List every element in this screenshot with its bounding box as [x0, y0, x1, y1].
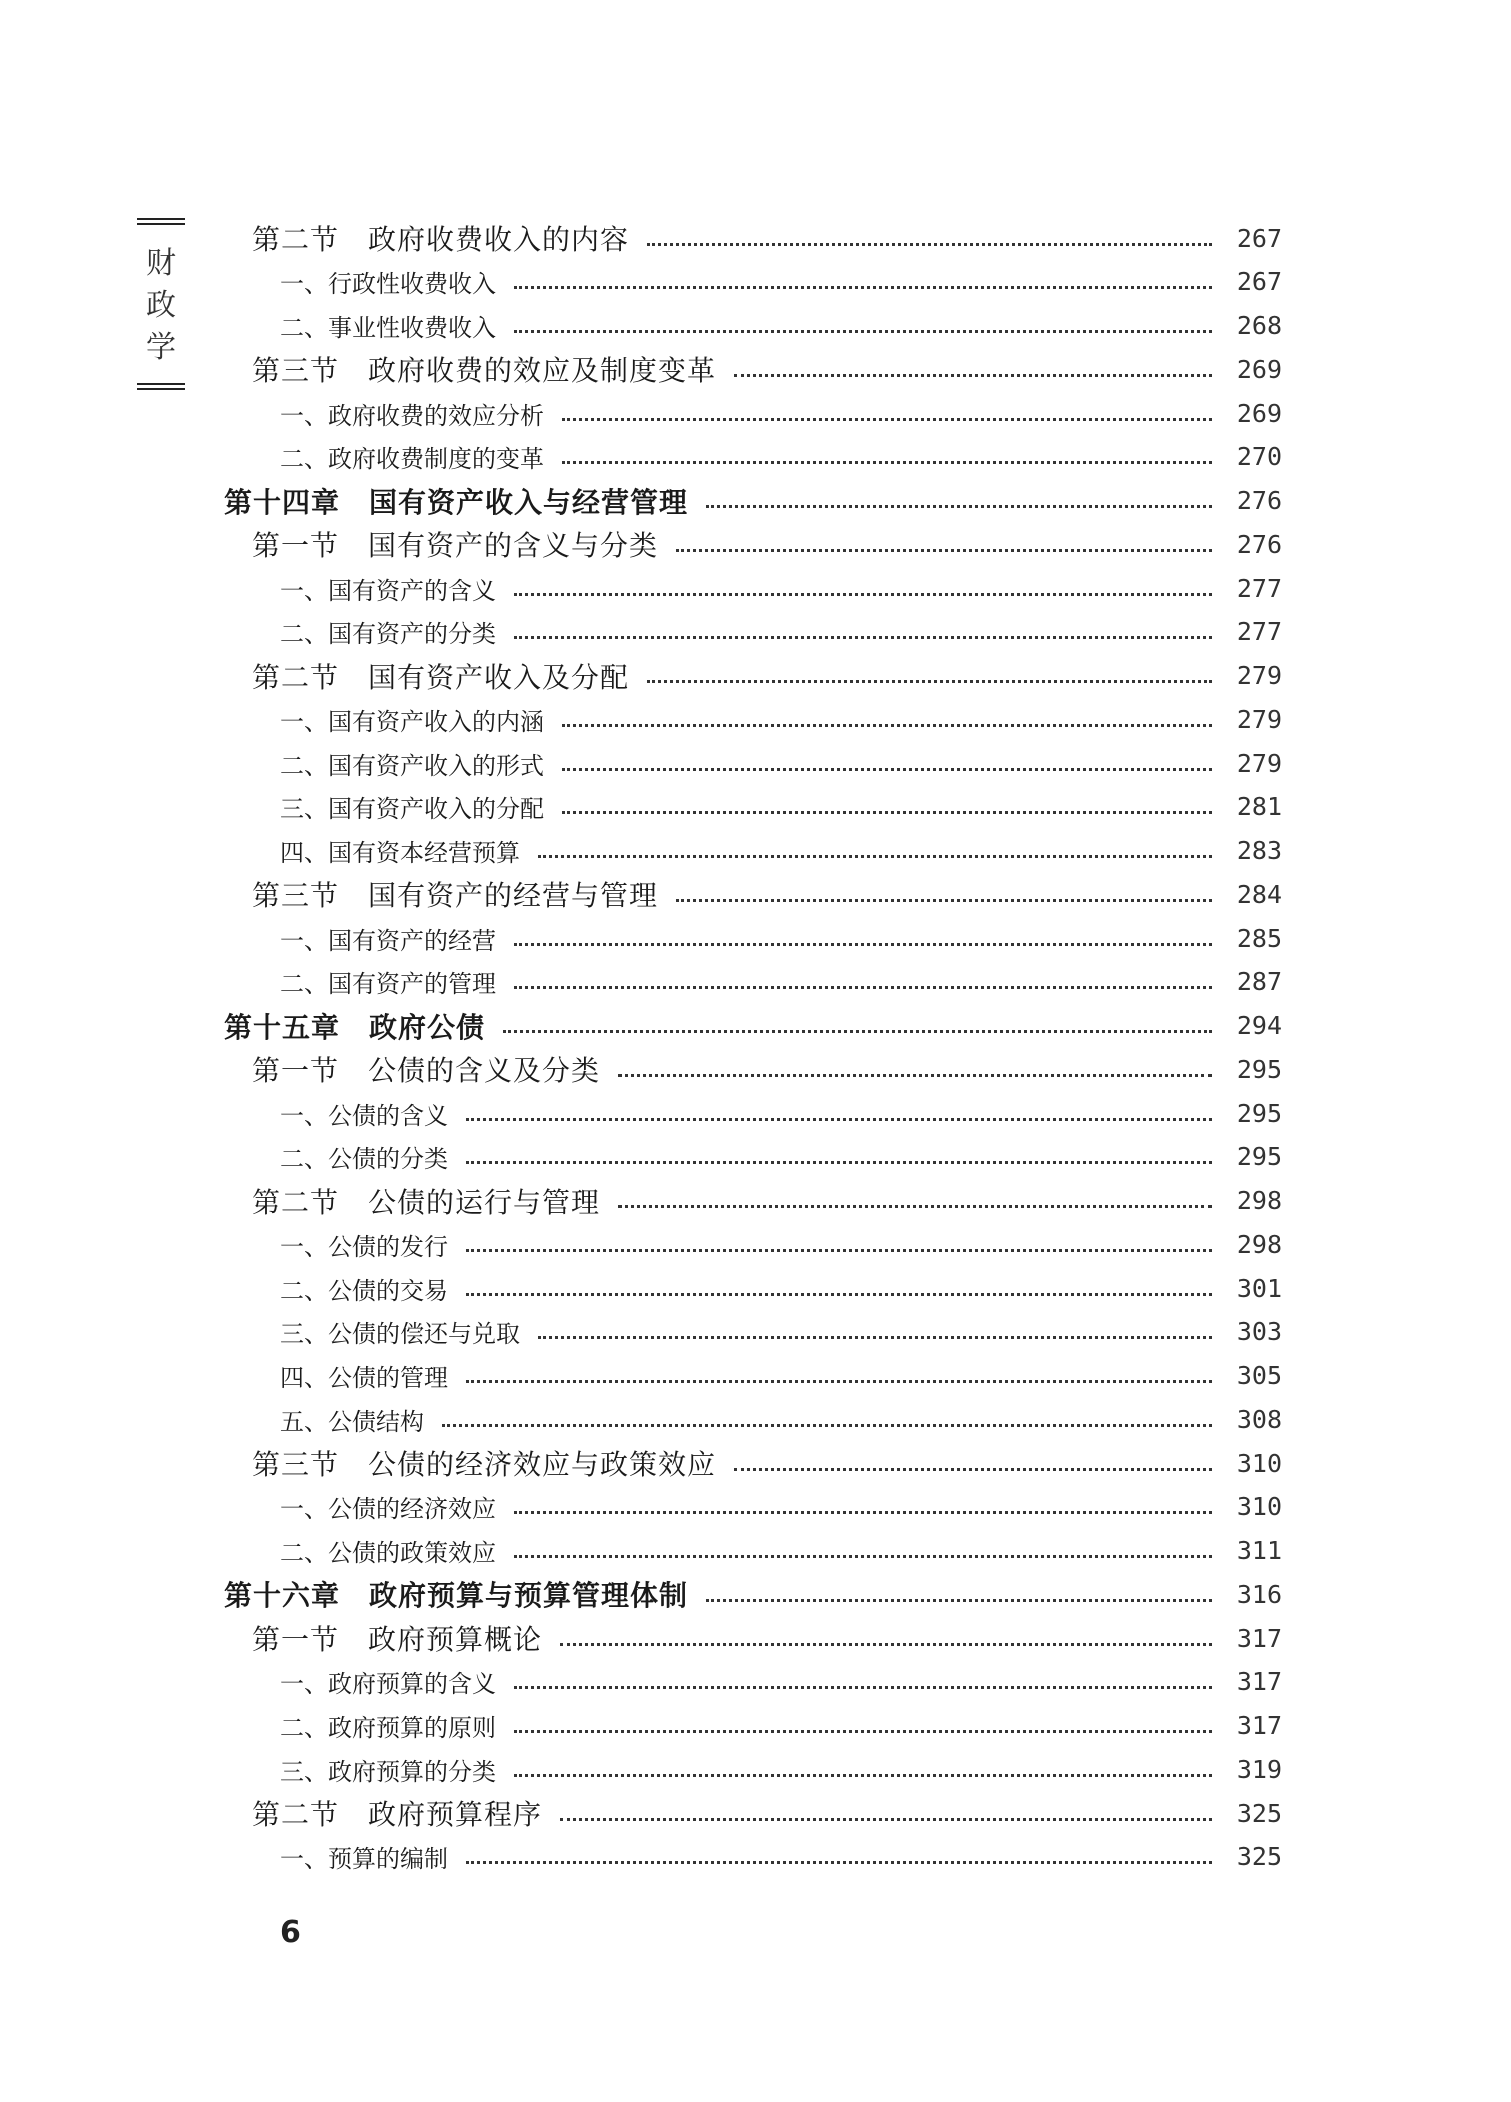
toc-entry-title: 第十四章 国有资产收入与经营管理 — [224, 485, 689, 519]
toc-entry-title: 二、国有资产的管理 — [280, 970, 496, 999]
toc-entry-section[interactable] — [252, 1047, 1282, 1091]
page-number: 6 — [280, 1915, 301, 1950]
toc-entry-page: 276 — [1236, 486, 1282, 515]
toc-entry-title: 第十五章 政府公债 — [224, 1010, 486, 1044]
toc-entry-title: 二、公债的交易 — [280, 1276, 448, 1305]
dot-leader — [466, 1249, 1212, 1252]
dot-leader — [538, 1336, 1212, 1339]
toc-entry-page: 317 — [1236, 1623, 1282, 1653]
toc-entry-item[interactable] — [280, 1222, 1282, 1266]
dot-leader — [514, 1511, 1212, 1514]
dot-leader — [647, 680, 1212, 683]
toc-entry-page: 279 — [1236, 704, 1282, 734]
side-title-top-rule — [137, 218, 185, 225]
dot-leader — [466, 1293, 1212, 1296]
toc-entry-item[interactable] — [280, 1135, 1282, 1179]
toc-entry-page: 287 — [1236, 967, 1282, 997]
dot-leader — [562, 418, 1212, 421]
toc-entry-title: 第十六章 政府预算与预算管理体制 — [224, 1579, 689, 1613]
toc-entry-title: 二、公债的分类 — [280, 1145, 448, 1174]
toc-entry-section[interactable] — [252, 216, 1282, 260]
side-title-char: 政 — [146, 288, 176, 323]
toc-entry-page: 316 — [1236, 1579, 1282, 1609]
dot-leader — [562, 811, 1212, 814]
dot-leader — [514, 636, 1212, 639]
dot-leader — [676, 899, 1212, 902]
dot-leader — [538, 855, 1212, 858]
toc-entry-title: 四、公债的管理 — [280, 1364, 448, 1392]
toc-entry-page: 267 — [1236, 223, 1282, 253]
toc-entry-item[interactable] — [280, 566, 1282, 610]
toc-entry-section[interactable] — [252, 872, 1282, 916]
toc-entry-item[interactable] — [280, 785, 1282, 829]
toc-entry-page: 284 — [1236, 879, 1282, 909]
dot-leader — [562, 768, 1212, 771]
toc-entry-item[interactable] — [280, 1747, 1282, 1791]
toc-entry-section[interactable] — [252, 1616, 1282, 1660]
toc-entry-page: 279 — [1236, 748, 1282, 778]
dot-leader — [618, 1074, 1212, 1077]
side-title-bottom-rule — [137, 383, 185, 390]
toc-entry-title: 第二节 公债的运行与管理 — [252, 1185, 601, 1219]
toc-entry-page: 317 — [1236, 1667, 1282, 1697]
toc-entry-title: 三、公债的偿还与兑取 — [280, 1320, 520, 1349]
toc-entry-title: 四、国有资本经营预算 — [280, 839, 520, 867]
toc-entry-page: 269 — [1236, 354, 1282, 384]
toc-entry-item[interactable] — [280, 1660, 1282, 1704]
toc-entry-page: 298 — [1236, 1229, 1282, 1259]
toc-entry-section[interactable] — [252, 522, 1282, 566]
dot-leader — [562, 724, 1212, 727]
toc-entry-item[interactable] — [280, 260, 1282, 304]
toc-entry-title: 第一节 政府预算概论 — [252, 1623, 543, 1656]
toc-entry-item[interactable] — [280, 304, 1282, 348]
dot-leader — [734, 1468, 1212, 1471]
toc-entry-title: 二、国有资产收入的形式 — [280, 751, 544, 780]
toc-entry-title: 五、公债结构 — [280, 1407, 424, 1436]
toc-entry-page: 294 — [1236, 1011, 1282, 1040]
dot-leader — [562, 461, 1212, 464]
toc-entry-item[interactable] — [280, 1529, 1282, 1573]
toc-entry-item[interactable] — [280, 1835, 1282, 1879]
toc-entry-item[interactable] — [280, 960, 1282, 1004]
dot-leader — [618, 1205, 1212, 1208]
dot-leader — [514, 1555, 1212, 1558]
toc-entry-section[interactable] — [252, 1441, 1282, 1485]
toc-entry-page: 277 — [1236, 573, 1282, 603]
toc-entry-title: 三、国有资产收入的分配 — [280, 795, 544, 824]
dot-leader — [734, 374, 1212, 377]
toc-entry-item[interactable] — [280, 916, 1282, 960]
toc-entry-title: 一、国有资产的含义 — [280, 576, 496, 605]
dot-leader — [514, 593, 1212, 596]
side-title-char: 财 — [146, 246, 176, 281]
toc-entry-title: 第一节 公债的含义及分类 — [252, 1054, 601, 1088]
toc-entry-section[interactable] — [252, 347, 1282, 391]
dot-leader — [514, 986, 1212, 989]
toc-entry-page: 317 — [1236, 1711, 1282, 1740]
toc-entry-page: 311 — [1236, 1536, 1282, 1565]
toc-entry-page: 325 — [1236, 1842, 1282, 1872]
toc-entry-title: 第三节 政府收费的效应及制度变革 — [252, 354, 717, 388]
toc-entry-title: 一、公债的发行 — [280, 1232, 448, 1261]
dot-leader — [514, 1686, 1212, 1689]
dot-leader — [514, 1730, 1212, 1733]
toc-entry-title: 第三节 国有资产的经营与管理 — [252, 879, 659, 913]
toc-entry-page: 308 — [1236, 1404, 1282, 1434]
toc-entry-item[interactable] — [280, 1704, 1282, 1748]
dot-leader — [514, 330, 1212, 333]
toc-entry-item[interactable] — [280, 435, 1282, 479]
dot-leader — [706, 1599, 1212, 1602]
toc-entry-item[interactable] — [280, 610, 1282, 654]
toc-entry-title: 一、国有资产的经营 — [280, 926, 496, 955]
toc-entry-title: 一、政府预算的含义 — [280, 1670, 496, 1699]
dot-leader — [466, 1118, 1212, 1121]
toc-entry-page: 285 — [1236, 923, 1282, 953]
toc-entry-page: 319 — [1236, 1754, 1282, 1784]
toc-entry-title: 二、国有资产的分类 — [280, 620, 496, 649]
dot-leader — [676, 549, 1212, 552]
toc-entry-title: 一、政府收费的效应分析 — [280, 401, 544, 430]
toc-entry-title: 二、事业性收费收入 — [280, 314, 496, 342]
toc-entry-title: 第二节 政府预算程序 — [252, 1798, 543, 1831]
toc-entry-title: 二、公债的政策效应 — [280, 1539, 496, 1567]
toc-entry-item[interactable] — [280, 1485, 1282, 1529]
dot-leader — [466, 1161, 1212, 1164]
toc-entry-page: 276 — [1236, 529, 1282, 559]
toc-entry-page: 325 — [1236, 1798, 1282, 1828]
toc-entry-title: 第二节 国有资产收入及分配 — [252, 660, 630, 694]
toc-entry-page: 295 — [1236, 1142, 1282, 1172]
toc-entry-chapter[interactable] — [224, 479, 1282, 523]
toc-entry-page: 268 — [1236, 311, 1282, 340]
toc-entry-section[interactable] — [252, 1179, 1282, 1223]
toc-entry-chapter[interactable] — [224, 1572, 1282, 1616]
toc-entry-item[interactable] — [280, 829, 1282, 873]
toc-entry-item[interactable] — [280, 697, 1282, 741]
dot-leader — [560, 1818, 1212, 1821]
toc-entry-page: 279 — [1236, 661, 1282, 690]
toc-entry-title: 一、公债的经济效应 — [280, 1495, 496, 1524]
toc-entry-page: 267 — [1236, 267, 1282, 297]
toc-entry-item[interactable] — [280, 1266, 1282, 1310]
toc-entry-item[interactable] — [280, 1354, 1282, 1398]
toc-entry-item[interactable] — [280, 391, 1282, 435]
toc-entry-chapter[interactable] — [224, 1004, 1282, 1048]
dot-leader — [503, 1030, 1212, 1033]
dot-leader — [466, 1861, 1212, 1864]
side-title-char: 学 — [146, 330, 176, 365]
toc-entry-page: 303 — [1236, 1317, 1282, 1347]
toc-entry-page: 277 — [1236, 617, 1282, 647]
dot-leader — [466, 1380, 1212, 1383]
side-title-text — [137, 243, 185, 369]
dot-leader — [514, 1774, 1212, 1777]
toc-entry-title: 二、政府预算的原则 — [280, 1714, 496, 1742]
toc-entry-title: 三、政府预算的分类 — [280, 1757, 496, 1786]
toc-entry-title: 第一节 国有资产的含义与分类 — [252, 529, 659, 563]
toc-entry-page: 301 — [1236, 1273, 1282, 1303]
toc-entry-section[interactable] — [252, 654, 1282, 698]
toc-entry-page: 281 — [1236, 792, 1282, 822]
toc-entry-page: 295 — [1236, 1054, 1282, 1084]
toc-entry-title: 第三节 公债的经济效应与政策效应 — [252, 1448, 717, 1481]
toc-entry-page: 310 — [1236, 1492, 1282, 1522]
toc-entry-title: 二、政府收费制度的变革 — [280, 445, 544, 474]
dot-leader — [647, 243, 1212, 246]
toc-entry-item[interactable] — [280, 1091, 1282, 1135]
toc-entry-page: 270 — [1236, 442, 1282, 472]
toc-entry-title: 一、预算的编制 — [280, 1845, 448, 1874]
toc-entry-title: 一、公债的含义 — [280, 1101, 448, 1130]
dot-leader — [514, 286, 1212, 289]
toc-entry-title: 一、国有资产收入的内涵 — [280, 707, 544, 736]
toc-entry-page: 295 — [1236, 1098, 1282, 1128]
toc-entry-page: 310 — [1236, 1448, 1282, 1478]
dot-leader — [706, 505, 1212, 508]
running-side-title — [137, 218, 185, 390]
toc-entry-title: 第二节 政府收费收入的内容 — [252, 223, 630, 256]
toc-entry-item[interactable] — [280, 741, 1282, 785]
toc-entry-section[interactable] — [252, 1791, 1282, 1835]
toc-entry-item[interactable] — [280, 1310, 1282, 1354]
toc-entry-page: 269 — [1236, 398, 1282, 428]
toc-entry-page: 283 — [1236, 836, 1282, 865]
dot-leader — [514, 943, 1212, 946]
toc-entry-title: 一、行政性收费收入 — [280, 270, 496, 299]
toc-entry-page: 298 — [1236, 1186, 1282, 1215]
toc-entry-page: 305 — [1236, 1361, 1282, 1390]
dot-leader — [560, 1643, 1212, 1646]
toc-entry-item[interactable] — [280, 1397, 1282, 1441]
dot-leader — [442, 1424, 1212, 1427]
